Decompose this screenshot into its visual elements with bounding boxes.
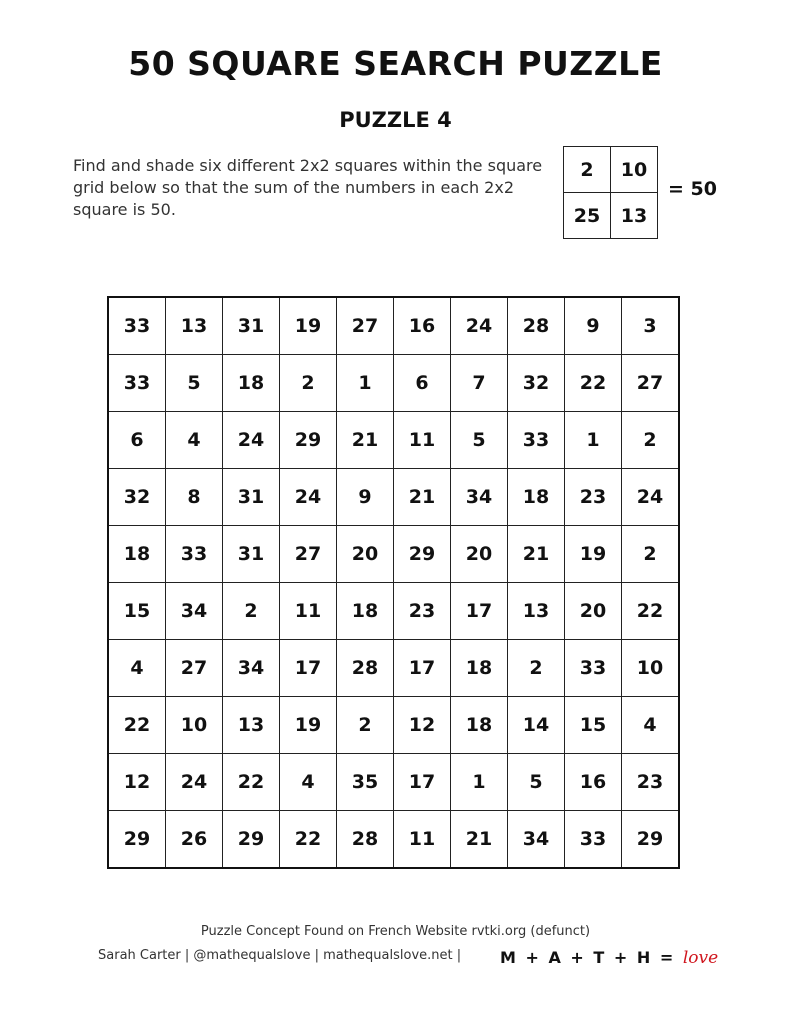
- grid-cell[interactable]: 22: [565, 355, 622, 412]
- grid-cell[interactable]: 28: [337, 640, 394, 697]
- grid-cell[interactable]: 8: [166, 469, 223, 526]
- grid-cell[interactable]: 27: [622, 355, 680, 412]
- example-row: [564, 147, 658, 193]
- math-equals-love-logo: [500, 948, 718, 968]
- grid-cell[interactable]: 24: [622, 469, 680, 526]
- grid-cell[interactable]: 22: [223, 754, 280, 811]
- grid-cell[interactable]: 9: [337, 469, 394, 526]
- grid-cell[interactable]: 15: [565, 697, 622, 754]
- grid-cell[interactable]: 34: [166, 583, 223, 640]
- grid-cell[interactable]: 32: [108, 469, 166, 526]
- grid-row: [108, 583, 679, 640]
- grid-row: [108, 412, 679, 469]
- example-square: [563, 146, 658, 239]
- grid-cell[interactable]: 2: [337, 697, 394, 754]
- grid-cell[interactable]: 20: [451, 526, 508, 583]
- grid-cell[interactable]: 31: [223, 469, 280, 526]
- grid-cell[interactable]: 10: [622, 640, 680, 697]
- grid-cell[interactable]: 17: [394, 754, 451, 811]
- grid-cell[interactable]: 10: [166, 697, 223, 754]
- grid-cell[interactable]: 15: [108, 583, 166, 640]
- grid-cell[interactable]: 11: [394, 811, 451, 869]
- grid-cell[interactable]: 20: [565, 583, 622, 640]
- grid-cell[interactable]: 21: [337, 412, 394, 469]
- grid-cell[interactable]: 24: [223, 412, 280, 469]
- grid-cell[interactable]: 1: [337, 355, 394, 412]
- grid-cell[interactable]: 18: [508, 469, 565, 526]
- grid-cell[interactable]: 6: [108, 412, 166, 469]
- grid-cell[interactable]: 2: [223, 583, 280, 640]
- grid-cell[interactable]: 2: [622, 526, 680, 583]
- grid-cell[interactable]: 13: [223, 697, 280, 754]
- grid-cell[interactable]: 33: [166, 526, 223, 583]
- grid-cell[interactable]: 20: [337, 526, 394, 583]
- grid-cell[interactable]: 18: [108, 526, 166, 583]
- grid-cell[interactable]: 16: [565, 754, 622, 811]
- grid-cell[interactable]: 12: [108, 754, 166, 811]
- grid-cell[interactable]: 22: [622, 583, 680, 640]
- grid-cell[interactable]: 23: [394, 583, 451, 640]
- grid-cell[interactable]: 2: [508, 640, 565, 697]
- grid-row: [108, 355, 679, 412]
- grid-cell[interactable]: 27: [166, 640, 223, 697]
- grid-cell[interactable]: 17: [280, 640, 337, 697]
- grid-cell[interactable]: 19: [280, 297, 337, 355]
- grid-cell[interactable]: 16: [394, 297, 451, 355]
- logo-text: M + A + T + H =: [500, 948, 676, 967]
- grid-cell[interactable]: 1: [565, 412, 622, 469]
- grid-cell[interactable]: 29: [622, 811, 680, 869]
- example-cell: 2: [564, 147, 611, 193]
- grid-cell[interactable]: 24: [280, 469, 337, 526]
- grid-cell[interactable]: 33: [565, 640, 622, 697]
- grid-cell[interactable]: 27: [337, 297, 394, 355]
- grid-cell[interactable]: 34: [451, 469, 508, 526]
- grid-cell[interactable]: 33: [108, 355, 166, 412]
- grid-cell[interactable]: 31: [223, 297, 280, 355]
- grid-cell[interactable]: 23: [622, 754, 680, 811]
- grid-cell[interactable]: 4: [166, 412, 223, 469]
- grid-cell[interactable]: 32: [508, 355, 565, 412]
- grid-cell[interactable]: 22: [108, 697, 166, 754]
- grid-cell[interactable]: 11: [280, 583, 337, 640]
- grid-row: [108, 297, 679, 355]
- footer-attribution: Sarah Carter | @mathequalslove | mathequalslove.net |: [98, 948, 462, 963]
- grid-cell[interactable]: 14: [508, 697, 565, 754]
- grid-cell[interactable]: 5: [166, 355, 223, 412]
- grid-cell[interactable]: 26: [166, 811, 223, 869]
- grid-row: [108, 526, 679, 583]
- grid-cell[interactable]: 2: [280, 355, 337, 412]
- example-cell: 13: [611, 193, 658, 239]
- grid-cell[interactable]: 33: [565, 811, 622, 869]
- grid-cell[interactable]: 2: [622, 412, 680, 469]
- grid-cell[interactable]: 18: [451, 640, 508, 697]
- grid-cell[interactable]: 31: [223, 526, 280, 583]
- grid-cell[interactable]: 33: [108, 297, 166, 355]
- grid-cell[interactable]: 11: [394, 412, 451, 469]
- grid-cell[interactable]: 29: [108, 811, 166, 869]
- grid-cell[interactable]: 19: [280, 697, 337, 754]
- grid-cell[interactable]: 35: [337, 754, 394, 811]
- grid-cell[interactable]: 18: [223, 355, 280, 412]
- grid-row: [108, 697, 679, 754]
- grid-cell[interactable]: 9: [565, 297, 622, 355]
- grid-cell[interactable]: 18: [337, 583, 394, 640]
- number-grid: [107, 296, 680, 869]
- grid-cell[interactable]: 13: [166, 297, 223, 355]
- grid-cell[interactable]: 21: [508, 526, 565, 583]
- grid-cell[interactable]: 23: [565, 469, 622, 526]
- grid-cell[interactable]: 3: [622, 297, 680, 355]
- grid-cell[interactable]: 22: [280, 811, 337, 869]
- grid-cell[interactable]: 4: [280, 754, 337, 811]
- page-title: 50 SQUARE SEARCH PUZZLE: [128, 44, 663, 83]
- grid-cell[interactable]: 34: [223, 640, 280, 697]
- grid-cell[interactable]: 5: [451, 412, 508, 469]
- grid-cell[interactable]: 7: [451, 355, 508, 412]
- puzzle-number: PUZZLE 4: [339, 108, 452, 132]
- grid-cell[interactable]: 28: [508, 297, 565, 355]
- grid-row: [108, 811, 679, 869]
- grid-cell[interactable]: 28: [337, 811, 394, 869]
- grid-cell[interactable]: 24: [166, 754, 223, 811]
- grid-row: [108, 754, 679, 811]
- footer-credit: Puzzle Concept Found on French Website rvtki.org (defunct): [200, 924, 591, 939]
- grid-cell[interactable]: 33: [508, 412, 565, 469]
- grid-cell[interactable]: 12: [394, 697, 451, 754]
- grid-cell[interactable]: 6: [394, 355, 451, 412]
- grid-row: [108, 469, 679, 526]
- grid-cell[interactable]: 21: [394, 469, 451, 526]
- grid-cell[interactable]: 5: [508, 754, 565, 811]
- example-cell: 25: [564, 193, 611, 239]
- grid-cell[interactable]: 27: [280, 526, 337, 583]
- grid-cell[interactable]: 29: [223, 811, 280, 869]
- example-sum: = 50: [668, 178, 717, 200]
- grid-cell[interactable]: 24: [451, 297, 508, 355]
- grid-cell[interactable]: 4: [622, 697, 680, 754]
- grid-cell[interactable]: 1: [451, 754, 508, 811]
- grid-cell[interactable]: 21: [451, 811, 508, 869]
- grid-cell[interactable]: 17: [451, 583, 508, 640]
- grid-cell[interactable]: 29: [280, 412, 337, 469]
- example-cell: 10: [611, 147, 658, 193]
- grid-cell[interactable]: 29: [394, 526, 451, 583]
- grid-cell[interactable]: 19: [565, 526, 622, 583]
- logo-love-text: love: [682, 948, 719, 968]
- grid-cell[interactable]: 4: [108, 640, 166, 697]
- grid-cell[interactable]: 13: [508, 583, 565, 640]
- grid-row: [108, 640, 679, 697]
- instructions-text: Find and shade six different 2x2 squares within the square grid below so that the sum of the numbers in each 2x2 square is 50.: [73, 156, 543, 219]
- grid-cell[interactable]: 17: [394, 640, 451, 697]
- grid-cell[interactable]: 18: [451, 697, 508, 754]
- example-row: [564, 193, 658, 239]
- grid-cell[interactable]: 34: [508, 811, 565, 869]
